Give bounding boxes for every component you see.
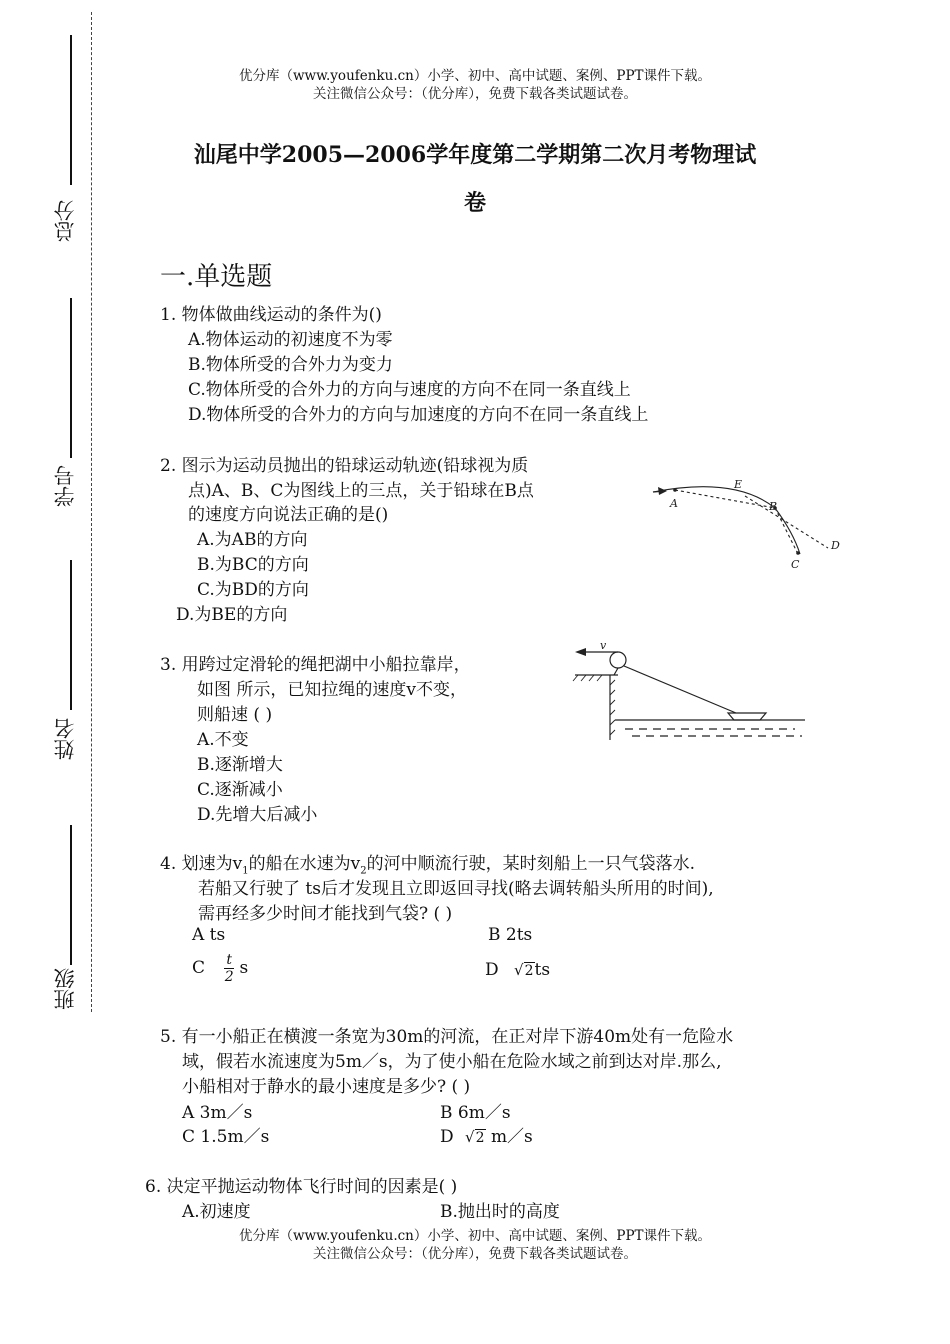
q2-stem-line-2: 点)A、B、C为图线上的三点，关于铅球在B点	[188, 481, 534, 501]
fraction-numerator: t	[226, 952, 233, 968]
pulley-support	[614, 668, 618, 675]
q4-option-c-unit: s	[239, 958, 249, 978]
rope-to-boat	[624, 666, 736, 713]
q1-option-d: D.物体所受的合外力的方向与加速度的方向不在同一条直线上	[188, 405, 649, 425]
q4-sub-1: 1	[242, 865, 249, 877]
q5-stem-line-3: 小船相对于静水的最小速度是多少? ( )	[182, 1077, 471, 1097]
q3-stem-line-3: 则船速 ( )	[197, 705, 273, 725]
q6-option-b: B.抛出时的高度	[440, 1202, 560, 1222]
q4-stem-part-a: 4. 划速为v	[160, 854, 243, 874]
footer-line-2: 关注微信公众号：（优分库），免费下载各类试题试卷。	[313, 1246, 637, 1262]
pulley	[610, 652, 626, 668]
q3-option-c: C.逐渐减小	[197, 780, 283, 800]
q3-option-a: A.不变	[197, 730, 249, 750]
velocity-label: v	[600, 640, 607, 652]
shot-put-trajectory-diagram	[645, 470, 850, 575]
q1-option-a: A.物体运动的初速度不为零	[188, 330, 393, 350]
sqrt-radicand: 2	[475, 1130, 485, 1146]
q5-stem-line-1: 5. 有一小船正在横渡一条宽为30m的河流，在正对岸下游40m处有一危险水	[160, 1027, 734, 1047]
q2-option-c: C.为BD的方向	[197, 580, 309, 600]
label-e: E	[734, 478, 743, 491]
q4-option-c-fraction	[224, 952, 234, 985]
q2-stem-line-3: 的速度方向说法正确的是()	[188, 505, 389, 525]
q4-option-b: B 2ts	[488, 925, 533, 945]
boat-pulley-diagram	[570, 640, 810, 745]
sqrt-radicand: 2	[524, 963, 534, 979]
q5-option-d-label: D	[440, 1127, 454, 1147]
exam-title-line-2: 卷	[463, 190, 486, 216]
q2-option-d: D.为BE的方向	[176, 605, 288, 625]
label-c: C	[791, 558, 800, 571]
q1-option-b: B.物体所受的合外力为变力	[188, 355, 393, 375]
q2-option-a: A.为AB的方向	[197, 530, 308, 550]
velocity-arrow-icon	[575, 648, 586, 656]
bank-hatching	[573, 675, 615, 735]
q4-stem-line-1	[160, 849, 695, 876]
q4-option-d-unit: ts	[534, 960, 551, 980]
sqrt-symbol: √2	[514, 961, 534, 979]
q4-option-a: A ts	[192, 925, 226, 945]
q4-stem-line-2: 若船又行驶了 ts后才发现且立即返回寻找(略去调转船头所用的时间),	[198, 879, 714, 899]
chord-bc	[775, 508, 797, 552]
student-no-label: 学号	[53, 465, 77, 507]
label-b: B	[769, 500, 778, 513]
point-a	[673, 488, 677, 492]
name-label: 姓名	[53, 718, 77, 760]
q5-stem-line-2: 域，假若水流速度为5m／s，为了使小船在危险水域之前到达对岸.那么,	[182, 1052, 722, 1072]
boat	[728, 713, 766, 720]
total-score-label: 总分	[53, 200, 77, 242]
exam-title-line-1: 汕尾中学2005—2006学年度第二学期第二次月考物理试	[193, 142, 757, 168]
q5-option-b: B 6m／s	[440, 1103, 511, 1123]
name-blank	[70, 560, 72, 710]
label-d: D	[831, 539, 840, 552]
q5-option-c: C 1.5m／s	[182, 1127, 270, 1147]
q5-option-d	[440, 1122, 533, 1147]
q4-option-d	[485, 960, 550, 980]
q4-stem-line-3: 需再经多少时间才能找到气袋? ( )	[198, 904, 453, 924]
fraction-denominator: 2	[224, 969, 234, 985]
label-a: A	[670, 497, 678, 510]
header-line-2: 关注微信公众号：（优分库），免费下载各类试题试卷。	[313, 86, 637, 102]
launch-arrowhead	[658, 487, 667, 495]
q5-option-a: A 3m／s	[182, 1103, 253, 1123]
sqrt-symbol: √2	[465, 1128, 485, 1146]
header-line-1: 优分库（www.youfenku.cn）小学、初中、高中试题、案例、PPT课件下载。	[238, 68, 712, 84]
q6-option-a: A.初速度	[182, 1202, 251, 1222]
q1-stem: 1. 物体做曲线运动的条件为()	[160, 305, 382, 325]
q2-stem-line-1: 2. 图示为运动员抛出的铅球运动轨迹(铅球视为质	[160, 456, 529, 476]
q4-sub-2: 2	[360, 865, 367, 877]
q1-option-c: C.物体所受的合外力的方向与速度的方向不在同一条直线上	[188, 380, 631, 400]
q3-option-d: D.先增大后减小	[197, 805, 318, 825]
q4-option-d-label: D	[485, 960, 499, 980]
q4-stem-part-b: 的船在水速为v	[248, 854, 361, 874]
point-c	[796, 551, 800, 555]
footer-line-1: 优分库（www.youfenku.cn）小学、初中、高中试题、案例、PPT课件下载。	[238, 1228, 712, 1244]
q4-option-c	[192, 952, 248, 985]
q4-option-c-label: C	[192, 958, 206, 978]
q6-stem: 6. 决定平抛运动物体飞行时间的因素是( )	[145, 1177, 458, 1197]
q3-stem-line-1: 3. 用跨过定滑轮的绳把湖中小船拉靠岸，	[160, 655, 471, 675]
class-label: 班级	[53, 968, 77, 1010]
student-no-blank	[70, 298, 72, 458]
class-blank	[70, 825, 72, 965]
q5-option-d-unit: m／s	[490, 1127, 533, 1147]
section-title: 一.单选题	[160, 262, 273, 292]
q3-option-b: B.逐渐增大	[197, 755, 283, 775]
tangent-line-ed	[745, 496, 828, 548]
q2-option-b: B.为BC的方向	[197, 555, 309, 575]
q3-stem-line-2: 如图 所示，已知拉绳的速度v不变，	[197, 680, 468, 700]
q4-stem-part-c: 的河中顺流行驶，某时刻船上一只气袋落水.	[366, 854, 695, 874]
